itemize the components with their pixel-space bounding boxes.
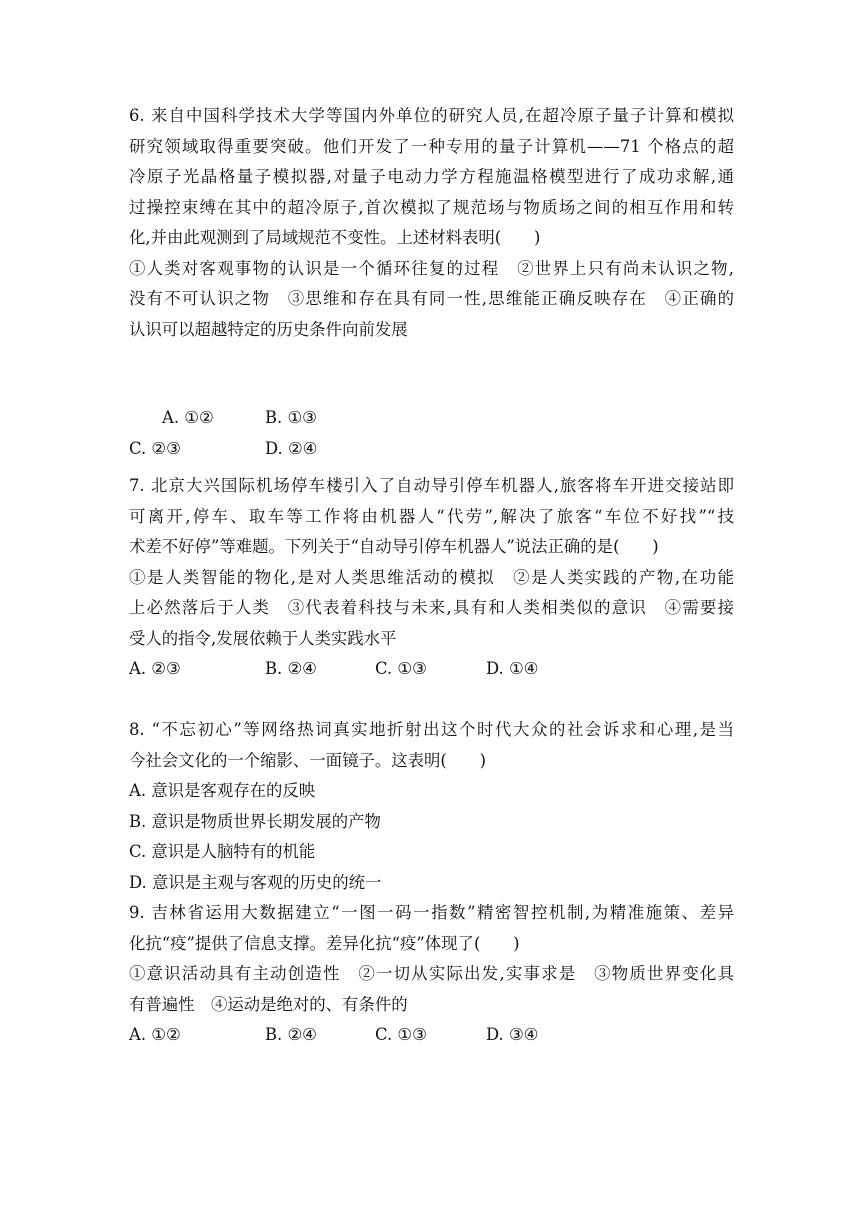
question-8 [129,715,734,898]
statement-line: ①意识活动具有主动创造性 ②一切从实际出发,实事求是 ③物质世界变化具 [129,964,734,983]
question-text-line: 化,并由此观测到了局域规范不变性。上述材料表明( ) [129,228,541,247]
question-text-line: 过操控束缚在其中的超冷原子,首次模拟了规范场与物质场之间的相互作用和转 [129,197,734,217]
question-text-line: 可离开,停车、取车等工作将由机器人“代劳”,解决了旅客“车位不好找”“技 [129,506,734,526]
option-b[interactable]: B. ②④ [265,659,317,678]
question-9 [129,898,734,1051]
question-text-line: 化抗“疫”提供了信息支撑。差异化抗“疫”体现了( ) [129,933,520,953]
question-text-line: 冷原子光晶格量子模拟器,对量子电动力学方程施温格模型进行了成功求解,通 [129,167,734,186]
option-d[interactable]: D. 意识是主观与客观的历史的统一 [129,872,382,892]
option-a[interactable]: A. ②③ [129,659,181,678]
statement-line: ①人类对客观事物的认识是一个循环往复的过程 ②世界上只有尚未认识之物, [129,258,734,278]
option-b[interactable]: B. ①③ [265,408,317,427]
statement-line: 有普遍性 ④运动是绝对的、有条件的 [129,994,408,1014]
question-6 [129,101,734,345]
question-text-line: 今社会文化的一个缩影、一面镜子。这表明( ) [129,750,486,770]
option-d[interactable]: D. ①④ [486,659,539,678]
option-c[interactable]: C. ②③ [129,438,181,458]
question-text-line: 研究领域取得重要突破。他们开发了一种专用的量子计算机——71 个格点的超 [129,136,734,156]
option-b[interactable]: B. 意识是物质世界长期发展的产物 [129,811,381,831]
question-6-options [129,403,734,464]
question-text-line: 6. 来自中国科学技术大学等国内外单位的研究人员,在超冷原子量子计算和模拟 [129,106,734,125]
question-7 [129,471,734,685]
question-text-line: 7. 北京大兴国际机场停车楼引入了自动导引停车机器人,旅客将车开进交接站即 [129,476,734,495]
statement-line: 受人的指令,发展依赖于人类实践水平 [129,628,397,648]
statement-line: 认识可以超越特定的历史条件向前发展 [129,319,408,339]
option-a[interactable]: A. ①② [129,1025,181,1044]
option-c[interactable]: C. ①③ [375,1025,427,1044]
option-d[interactable]: D. ③④ [486,1025,539,1044]
option-c[interactable]: C. ①③ [375,659,427,678]
option-d[interactable]: D. ②④ [265,438,318,458]
option-b[interactable]: B. ②④ [265,1025,317,1044]
question-text-line: 8. “不忘初心”等网络热词真实地折射出这个时代大众的社会诉求和心理,是当 [129,720,734,739]
option-a[interactable]: A. 意识是客观存在的反映 [129,781,316,800]
option-a[interactable]: A. ①② [162,408,214,427]
statement-line: ①是人类智能的物化,是对人类思维活动的模拟 ②是人类实践的产物,在功能 [129,567,734,587]
option-c[interactable]: C. 意识是人脑特有的机能 [129,842,316,861]
statement-line: 没有不可认识之物 ③思维和存在具有同一性,思维能正确反映存在 ④正确的 [129,289,734,308]
question-text-line: 9. 吉林省运用大数据建立“一图一码一指数”精密智控机制,为精准施策、差异 [129,903,734,922]
question-text-line: 术差不好停”等难题。下列关于“自动导引停车机器人”说法正确的是( ) [129,537,659,556]
statement-line: 上必然落后于人类 ③代表着科技与未来,具有和人类相类似的意识 ④需要接 [129,598,734,617]
